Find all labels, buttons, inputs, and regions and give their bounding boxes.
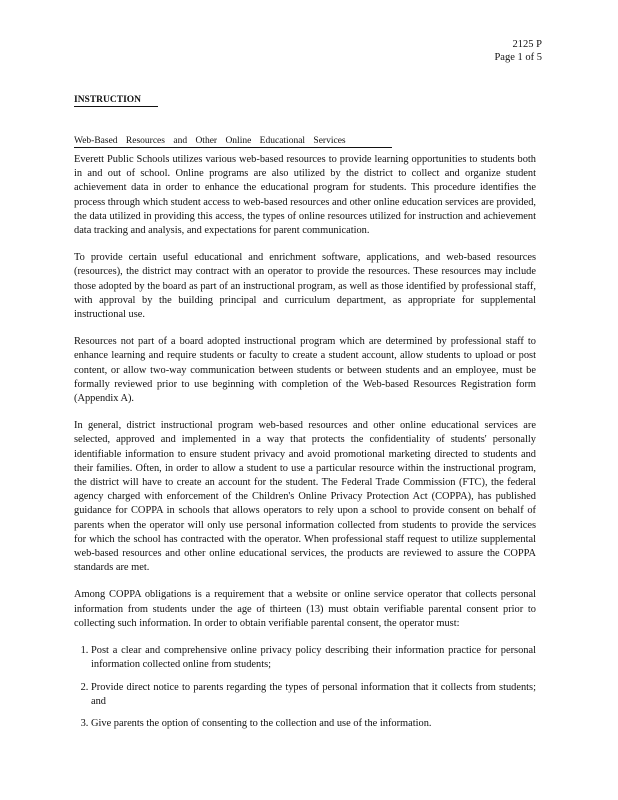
paragraph-contracts: To provide certain useful educational and enrichment software, applications, and web-based resources (resources), the district may contract with an operator to provide the resources. These resources may include those adopted by the board as part of an instructional program, as well as those identified by professional staff, with approval by the building principal and curriculum department, as appropriate for supplemental instructional use. [74, 252, 536, 321]
document-title: Web-Based Resources and Other Online Educational Services [74, 136, 392, 148]
document-body [74, 153, 536, 739]
list-item: 1. Post a clear and comprehensive online privacy policy describing their information practice for personal information collected online from students; [91, 644, 536, 672]
list-item: 2. Provide direct notice to parents regarding the types of personal information that it collects from students; and [91, 681, 536, 709]
page-header [494, 38, 542, 64]
page-number: Page 1 of 5 [494, 52, 542, 63]
policy-number: 2125 P [512, 39, 542, 50]
paragraph-intro: Everett Public Schools utilizes various web-based resources to provide learning opportunities to students both in and out of school. Online programs are also utilized by the district to collect and organize student achievement data in order to enhance the educational program for students. This procedure identifies the process through which student access to web-based resources and other online education services are provided, the data utilized in providing this access, the types of online resources utilized for instruction and achievement data tracking and analysis, and expectations for parent communication. [74, 154, 536, 237]
section-label: INSTRUCTION [74, 95, 158, 107]
list-item: 3. Give parents the option of consenting to the collection and use of the information. [91, 717, 536, 731]
paragraph-coppa-obligations: Among COPPA obligations is a requirement that a website or online service operator that collects personal information from students under the age of thirteen (13) must obtain verifiable parental consent prior to collecting such information. In order to obtain verifiable parental consent, the operator must: [74, 589, 536, 629]
obligations-list [74, 644, 536, 731]
paragraph-review: Resources not part of a board adopted instructional program which are determined by professional staff to enhance learning and require students or faculty to create a student account, allow students to upload or post content, or allow two-way communication between students or between students and an employee, must be formally reviewed prior to use beginning with completion of the Web-based Resources Registration form (Appendix A). [74, 336, 536, 405]
paragraph-coppa-general: In general, district instructional program web-based resources and other online educational services are selected, approved and implemented in a way that protects the confidentiality of students' personally identifiable information to ensure student privacy and avoid promotional marketing directed to students and their families. Often, in order to allow a student to use a particular resource within the instructional program, the district will have to create an account for the student. The Federal Trade Commission (FTC), the federal agency charged with enforcement of the Children's Online Privacy Protection Act (COPPA), has published guidance for COPPA in schools that allows operators to rely upon a school to provide consent on behalf of parents when the operator will only use personal information collected from students to provide the services for which the school has contracted with the operator. When professional staff request to utilize supplemental web-based resources and other online educational services, the products are reviewed to assure the COPPA standards are met. [74, 420, 536, 574]
